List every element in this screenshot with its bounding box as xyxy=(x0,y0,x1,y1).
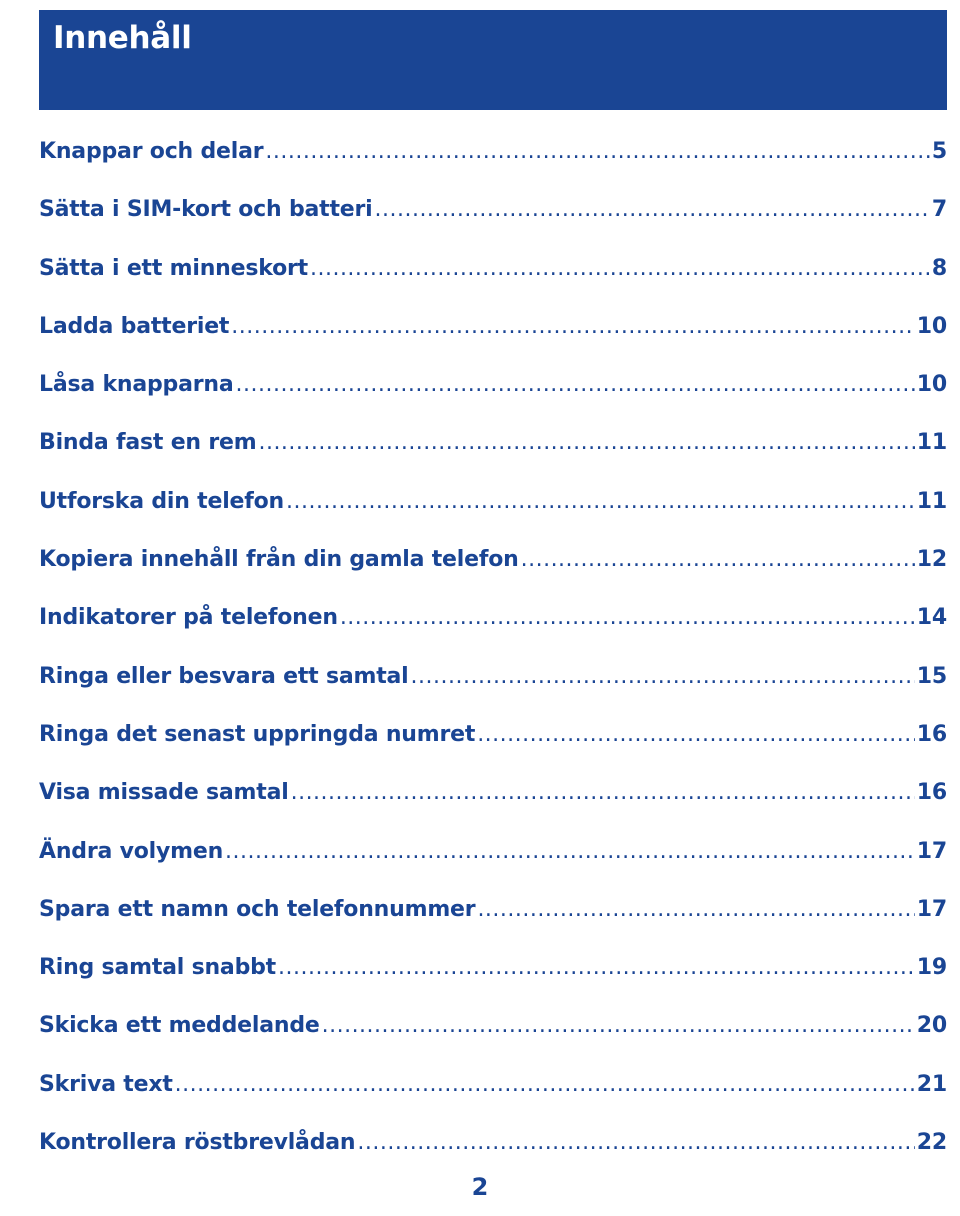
toc-entry-page: 22 xyxy=(916,1130,947,1156)
toc-entry-title: Skicka ett meddelande xyxy=(39,1013,320,1039)
toc-entry-page: 19 xyxy=(916,955,947,981)
header-banner xyxy=(39,10,947,110)
toc-entry[interactable] xyxy=(39,1001,947,1059)
toc-dot-leader xyxy=(340,593,915,643)
toc-dot-leader xyxy=(357,1118,914,1168)
toc-entry-page: 5 xyxy=(931,139,947,164)
toc-entry-title: Låsa knapparna xyxy=(39,372,234,398)
toc-entry-title: Skriva text xyxy=(39,1071,173,1097)
toc-entry[interactable] xyxy=(39,710,947,768)
toc-entry-title: Knappar och delar xyxy=(39,139,264,164)
toc-dot-leader xyxy=(477,885,914,935)
toc-entry-title: Ändra volymen xyxy=(39,838,224,864)
toc-entry[interactable] xyxy=(39,185,947,243)
toc-entry-title: Spara ett namn och telefonnummer xyxy=(39,896,476,922)
toc-dot-leader xyxy=(175,1060,915,1110)
toc-dot-leader xyxy=(225,827,915,877)
toc-entry-title: Ladda batteriet xyxy=(39,313,230,339)
toc-entry[interactable] xyxy=(39,127,947,185)
toc-entry-page: 16 xyxy=(916,780,947,806)
toc-dot-leader xyxy=(521,535,915,585)
toc-entry-page: 11 xyxy=(916,488,947,514)
toc-dot-leader xyxy=(477,710,915,760)
toc-dot-leader xyxy=(265,127,930,177)
toc-entry-page: 10 xyxy=(916,372,947,398)
toc-entry[interactable] xyxy=(39,477,947,535)
toc-entry-page: 17 xyxy=(916,896,947,922)
toc-entry-title: Indikatorer på telefonen xyxy=(39,605,338,631)
toc-entry-title: Ring samtal snabbt xyxy=(39,955,276,981)
toc-dot-leader xyxy=(291,768,915,818)
toc-entry-page: 12 xyxy=(916,547,947,573)
toc-entry[interactable] xyxy=(39,1118,947,1176)
toc-dot-leader xyxy=(374,185,929,235)
toc-dot-leader xyxy=(236,360,915,410)
toc-dot-leader xyxy=(322,1001,915,1051)
toc-entry[interactable] xyxy=(39,652,947,710)
toc-entry[interactable] xyxy=(39,885,947,943)
toc-entry-page: 17 xyxy=(916,838,947,864)
toc-entry-page: 11 xyxy=(916,430,947,456)
toc-entry[interactable] xyxy=(39,535,947,593)
toc-entry-title: Ringa det senast uppringda numret xyxy=(39,721,476,747)
toc-entry[interactable] xyxy=(39,244,947,302)
toc-entry-page: 15 xyxy=(916,663,947,689)
toc-entry-title: Ringa eller besvara ett samtal xyxy=(39,663,409,689)
toc-entry[interactable] xyxy=(39,827,947,885)
toc-entry-title: Visa missade samtal xyxy=(39,780,289,806)
table-of-contents xyxy=(39,127,947,1176)
toc-entry[interactable] xyxy=(39,1060,947,1118)
toc-entry-page: 16 xyxy=(916,721,947,747)
toc-entry-page: 20 xyxy=(916,1013,947,1039)
toc-entry-title: Kopiera innehåll från din gamla telefon xyxy=(39,547,519,573)
page-title: Innehåll xyxy=(53,20,192,56)
toc-entry[interactable] xyxy=(39,768,947,826)
toc-entry[interactable] xyxy=(39,360,947,418)
toc-entry-page: 7 xyxy=(931,197,947,223)
toc-dot-leader xyxy=(278,943,915,993)
toc-entry-title: Utforska din telefon xyxy=(39,488,285,514)
toc-entry-title: Binda fast en rem xyxy=(39,430,257,456)
toc-dot-leader xyxy=(310,244,930,294)
toc-entry-page: 21 xyxy=(916,1071,947,1097)
toc-entry-page: 8 xyxy=(931,255,947,281)
toc-entry[interactable] xyxy=(39,943,947,1001)
toc-dot-leader xyxy=(411,652,915,702)
toc-entry-title: Sätta i ett minneskort xyxy=(39,255,308,281)
toc-entry[interactable] xyxy=(39,593,947,651)
toc-dot-leader xyxy=(286,477,915,527)
toc-entry[interactable] xyxy=(39,418,947,476)
toc-dot-leader xyxy=(258,418,914,468)
toc-entry-page: 14 xyxy=(916,605,947,631)
toc-entry[interactable] xyxy=(39,302,947,360)
toc-entry-title: Sätta i SIM-kort och batteri xyxy=(39,197,373,223)
toc-entry-title: Kontrollera röstbrevlådan xyxy=(39,1130,356,1156)
toc-dot-leader xyxy=(231,302,915,352)
toc-entry-page: 10 xyxy=(916,313,947,339)
page-number: 2 xyxy=(471,1173,489,1201)
